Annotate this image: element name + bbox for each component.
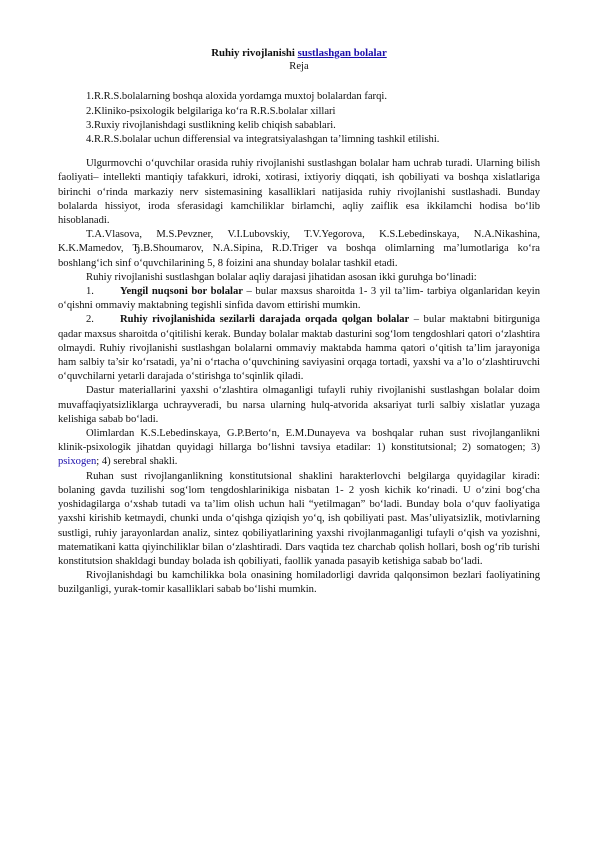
group-2-text: – bular maktabni bitirguniga qadar maxsus sharoitda o‘qitilishi kerak. Bunday bolalar maktab dasturini sog‘lom tengdoshlari qatori o‘zlashtira olmaydi. Ruhiy rivojlanishi sustlashgan bolalarni ommaviy maktabda hamma qatori o‘qitish ta’lim jarayoniga ham salbiy ta’sir ko‘rsatadi, ya’ni o‘rtacha o‘quvchining saviyasini orqaga tortadi, yaxshi va a’lo o‘zlashtiruvchi o‘quvchilarni yetarli darajada o‘stirishga to‘sqinlik qiladi. <box>58 314 540 383</box>
group-2-number: 2. <box>86 314 94 326</box>
plan-item: 4.R.R.S.bolalar uchun differensial va integratsiyalashgan ta’limning tashkil etilishi. <box>86 134 440 146</box>
paragraph-group-1 <box>58 285 540 313</box>
plan-item: 2.Kliniko-psixologik belgilariga ko‘ra R.R.S.bolalar xillari <box>86 105 336 117</box>
group-1-text: – bular maxsus sharoitda 1- 3 yil ta’lim- tarbiya olganlaridan keyin o‘qishni ommaviy maktabning tegishli sinfida davom ettirishi mumkin. <box>58 286 541 312</box>
paragraph-7-text-a: Olimlardan K.S.Lebedinskaya, G.P.Berto‘n, E.M.Dunayeva va boshqalar ruhan sust rivojlanganlikni klinik-psixologik jihatdan quyidagi hillarga bo‘lishni tavsiya etadilar: 1) konstitutsional; 2) somatogen; 3) <box>58 428 540 454</box>
paragraph-8: Ruhan sust rivojlanganlikning konstitutsional shaklini harakterlovchi belgilarga quyidagilar kiradi: bolaning gavda tuzilishi sog‘lom tengdoshlarinikiga nisbatan 1- 2 yosh kichik ko‘rinadi. U o‘zini bog‘cha yoshidagilarga o‘xshab tutadi va ta’lim olish uchun hali “yetilmagan” bo‘ladi. Bunday bola o‘quv faoliyatiga yaxshi kirishib ketmaydi, chunki unda o‘qishga qiziqish yo‘q, ish qobiliyati past. Mas’uliyatsizlik, motivlarning sustligi, ruhiy jarayonlardan analiz, sintez qobiliyatlarining yaxshi rivojlanmaganligi tufayli o‘qish va yozishni, matematikani katta qiyinchiliklar bilan o‘zlashtiradi. Dars vaqtida tez charchab qolish hollari, bosh og‘rib turishi konstitutsion shakldagi bunday bolada ish qobiliyati, faollik yanada pasayib ketishiga sabab bo‘ladi. <box>58 470 540 567</box>
group-1-heading: Yengil nuqsoni bor bolalar <box>120 286 243 298</box>
document-subtitle: Reja <box>289 61 309 73</box>
plan-list <box>58 90 540 147</box>
title-link[interactable]: sustlashgan bolalar <box>297 47 387 59</box>
document-page <box>58 46 540 598</box>
paragraph-7-text-b: ; 4) serebral shakli. <box>96 456 178 468</box>
paragraph-6: Dastur materiallarini yaxshi o‘zlashtira olmaganligi tufayli ruhiy rivojlanishi sustlashgan bolalar doim muvaffaqiyatsizliklarga uchrayveradi, bu narsa ularning hulq-atvorida aksariyat turli salbiy xislatlar yuzaga kelishiga sabab bo‘ladi. <box>58 385 540 425</box>
title-text: Ruhiy rivojlanishi <box>211 47 298 59</box>
paragraph-2: T.A.Vlasova, M.S.Pevzner, V.I.Lubovskiy, T.V.Yegorova, K.S.Lebedinskaya, N.A.Nikashina, K.K.Mamedov, Ђ.B.Shoumarov, N.A.Sipina, R.D.Triger va boshqa olimlarning ma’lumotlariga ko‘ra boshlang‘ich sinf o‘quvchilarining 5, 8 foizini ana shunday bolalar tashkil etadi. <box>58 229 540 269</box>
group-1-number: 1. <box>86 286 94 298</box>
paragraph-7 <box>58 427 540 470</box>
paragraph-3: Ruhiy rivojlanishi sustlashgan bolalar aqliy darajasi jihatidan asosan ikki guruhga bo‘linadi: <box>86 271 477 283</box>
paragraph-1: Ulgurmovchi o‘quvchilar orasida ruhiy rivojlanishi sustlashgan bolalar ham uchrab turadi. Ularning bilish faoliyati– intellekti mantiqiy tafakkuri, idroki, xotirasi, ixtiyoriy diqqati, ish qobiliyati va boshqa xislatlariga birinchi o‘rinda markaziy nerv sistemasining kasalliklari natijasida ruhiy rivojlanishi sustlashadi. Bunday bolalarda hissiyot, iroda sferasidagi kamchiliklar birlamchi, aqliy zaiflik esa ikkilamchi hodisa bo‘lib hisoblanadi. <box>58 158 540 227</box>
psixogen-link[interactable]: psixogen <box>58 456 97 468</box>
plan-item: 3.Ruxiy rivojlanishdagi sustlikning kelib chiqish sabablari. <box>86 119 336 131</box>
document-title <box>58 46 540 60</box>
paragraph-9: Rivojlanishdagi bu kamchilikka bola onasining homiladorligi davrida qalqonsimon bezlari faoliyatining buzilganligi, yurak-tomir kasalliklari sabab bo‘lishi mumkin. <box>58 570 540 596</box>
paragraph-group-2 <box>58 313 540 384</box>
plan-item: 1.R.R.S.bolalarning boshqa aloxida yordamga muxtoj bolalardan farqi. <box>86 91 387 103</box>
group-2-heading: Ruhiy rivojlanishida sezilarli darajada orqada qolgan bolalar <box>120 314 410 326</box>
